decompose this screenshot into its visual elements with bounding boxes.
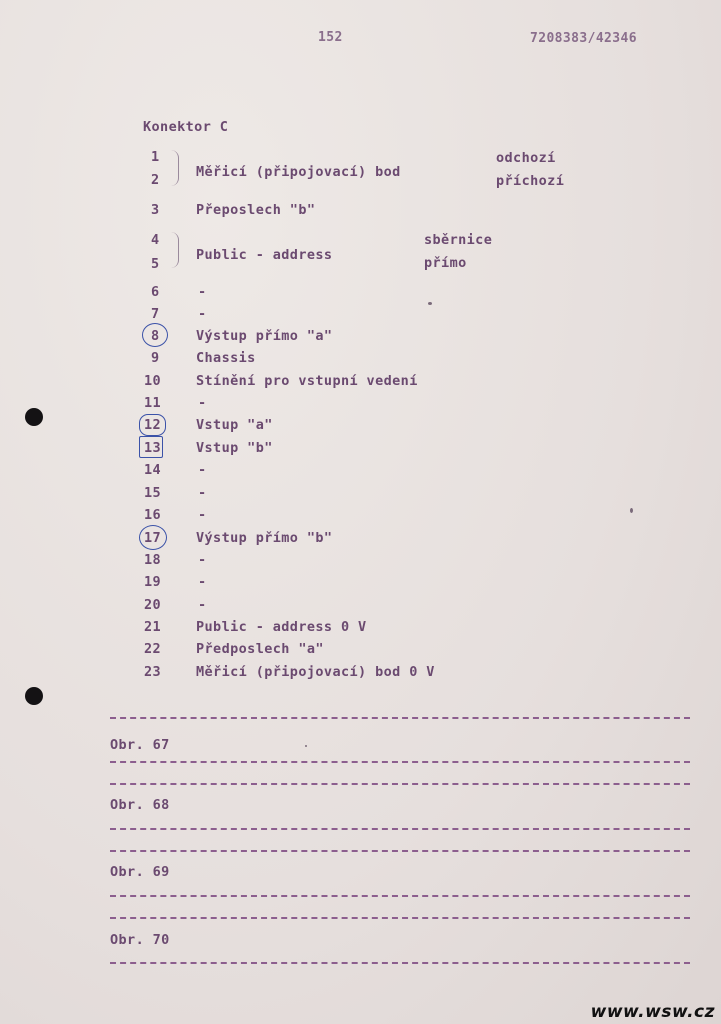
dashed-rule (110, 962, 690, 964)
pin-number: 15 (144, 485, 162, 501)
pin-description: - (198, 552, 207, 568)
pin-description: Výstup přímo "a" (196, 328, 333, 344)
pin-description: Předposlech "a" (196, 641, 324, 657)
pin-number: 14 (144, 462, 162, 478)
pin-number: 19 (144, 574, 162, 590)
dashed-rule (110, 717, 690, 719)
pen-box-mark (139, 414, 166, 436)
punch-hole (25, 687, 43, 705)
pen-box-mark (139, 436, 163, 458)
pin-number: 8 (151, 328, 160, 344)
site-watermark: www.wsw.cz (590, 1002, 715, 1022)
figure-caption: Obr. 68 (110, 797, 170, 813)
figure-caption: Obr. 67 (110, 737, 170, 753)
pin-number: 6 (151, 284, 160, 300)
pin-description: - (198, 507, 207, 523)
pin-number: 21 (144, 619, 162, 635)
brace-4-5 (170, 232, 179, 268)
paper-speck (305, 745, 307, 747)
pin-description: - (198, 462, 207, 478)
pin-number: 4 (151, 232, 160, 248)
pin-note: přímo (424, 255, 467, 271)
pin-number: 9 (151, 350, 160, 366)
pin-description: - (198, 574, 207, 590)
pin-number: 22 (144, 641, 162, 657)
pin-number: 7 (151, 306, 160, 322)
pin-number: 12 (144, 417, 162, 433)
pin-number: 20 (144, 597, 162, 613)
pin-note: sběrnice (424, 232, 493, 248)
paper-speck (428, 302, 432, 305)
paper-speck (630, 508, 633, 513)
pin-description: Měřicí (připojovací) bod (196, 164, 401, 180)
pin-description: Přeposlech "b" (196, 202, 316, 218)
pen-circle-mark (142, 323, 168, 347)
pin-description: Vstup "b" (196, 440, 273, 456)
dashed-rule (110, 850, 690, 852)
dashed-rule (110, 828, 690, 830)
punch-hole (25, 408, 43, 426)
pin-description: - (198, 284, 207, 300)
dashed-rule (110, 783, 690, 785)
pin-number: 11 (144, 395, 162, 411)
pin-number: 18 (144, 552, 162, 568)
section-title: Konektor C (143, 119, 229, 135)
dashed-rule (110, 917, 690, 919)
pin-description: Výstup přímo "b" (196, 530, 333, 546)
pin-description: - (198, 306, 207, 322)
pin-description: - (198, 597, 207, 613)
pen-circle-mark (139, 525, 167, 550)
pin-description: Stínění pro vstupní vedení (196, 373, 418, 389)
pin-number: 5 (151, 256, 160, 272)
pin-description: Vstup "a" (196, 417, 273, 433)
pin-number: 16 (144, 507, 162, 523)
pin-description: - (198, 395, 207, 411)
pin-description: Chassis (196, 350, 256, 366)
document-reference: 7208383/42346 (530, 31, 637, 46)
pin-number: 23 (144, 664, 162, 680)
figure-caption: Obr. 69 (110, 864, 170, 880)
brace-1-2 (170, 150, 179, 186)
dashed-rule (110, 895, 690, 897)
pin-number: 1 (151, 149, 160, 165)
pin-description: Public - address 0 V (196, 619, 367, 635)
pin-description: - (198, 485, 207, 501)
pin-number: 17 (144, 530, 162, 546)
dashed-rule (110, 761, 690, 763)
pin-description: Měřicí (připojovací) bod 0 V (196, 664, 435, 680)
pin-description: Public - address (196, 247, 333, 263)
pin-number: 3 (151, 202, 160, 218)
pin-number: 13 (144, 440, 162, 456)
pin-note: odchozí (496, 150, 556, 166)
pin-note: příchozí (496, 173, 565, 189)
pin-number: 10 (144, 373, 162, 389)
page-number: 152 (318, 30, 343, 45)
figure-caption: Obr. 70 (110, 932, 170, 948)
pin-number: 2 (151, 172, 160, 188)
